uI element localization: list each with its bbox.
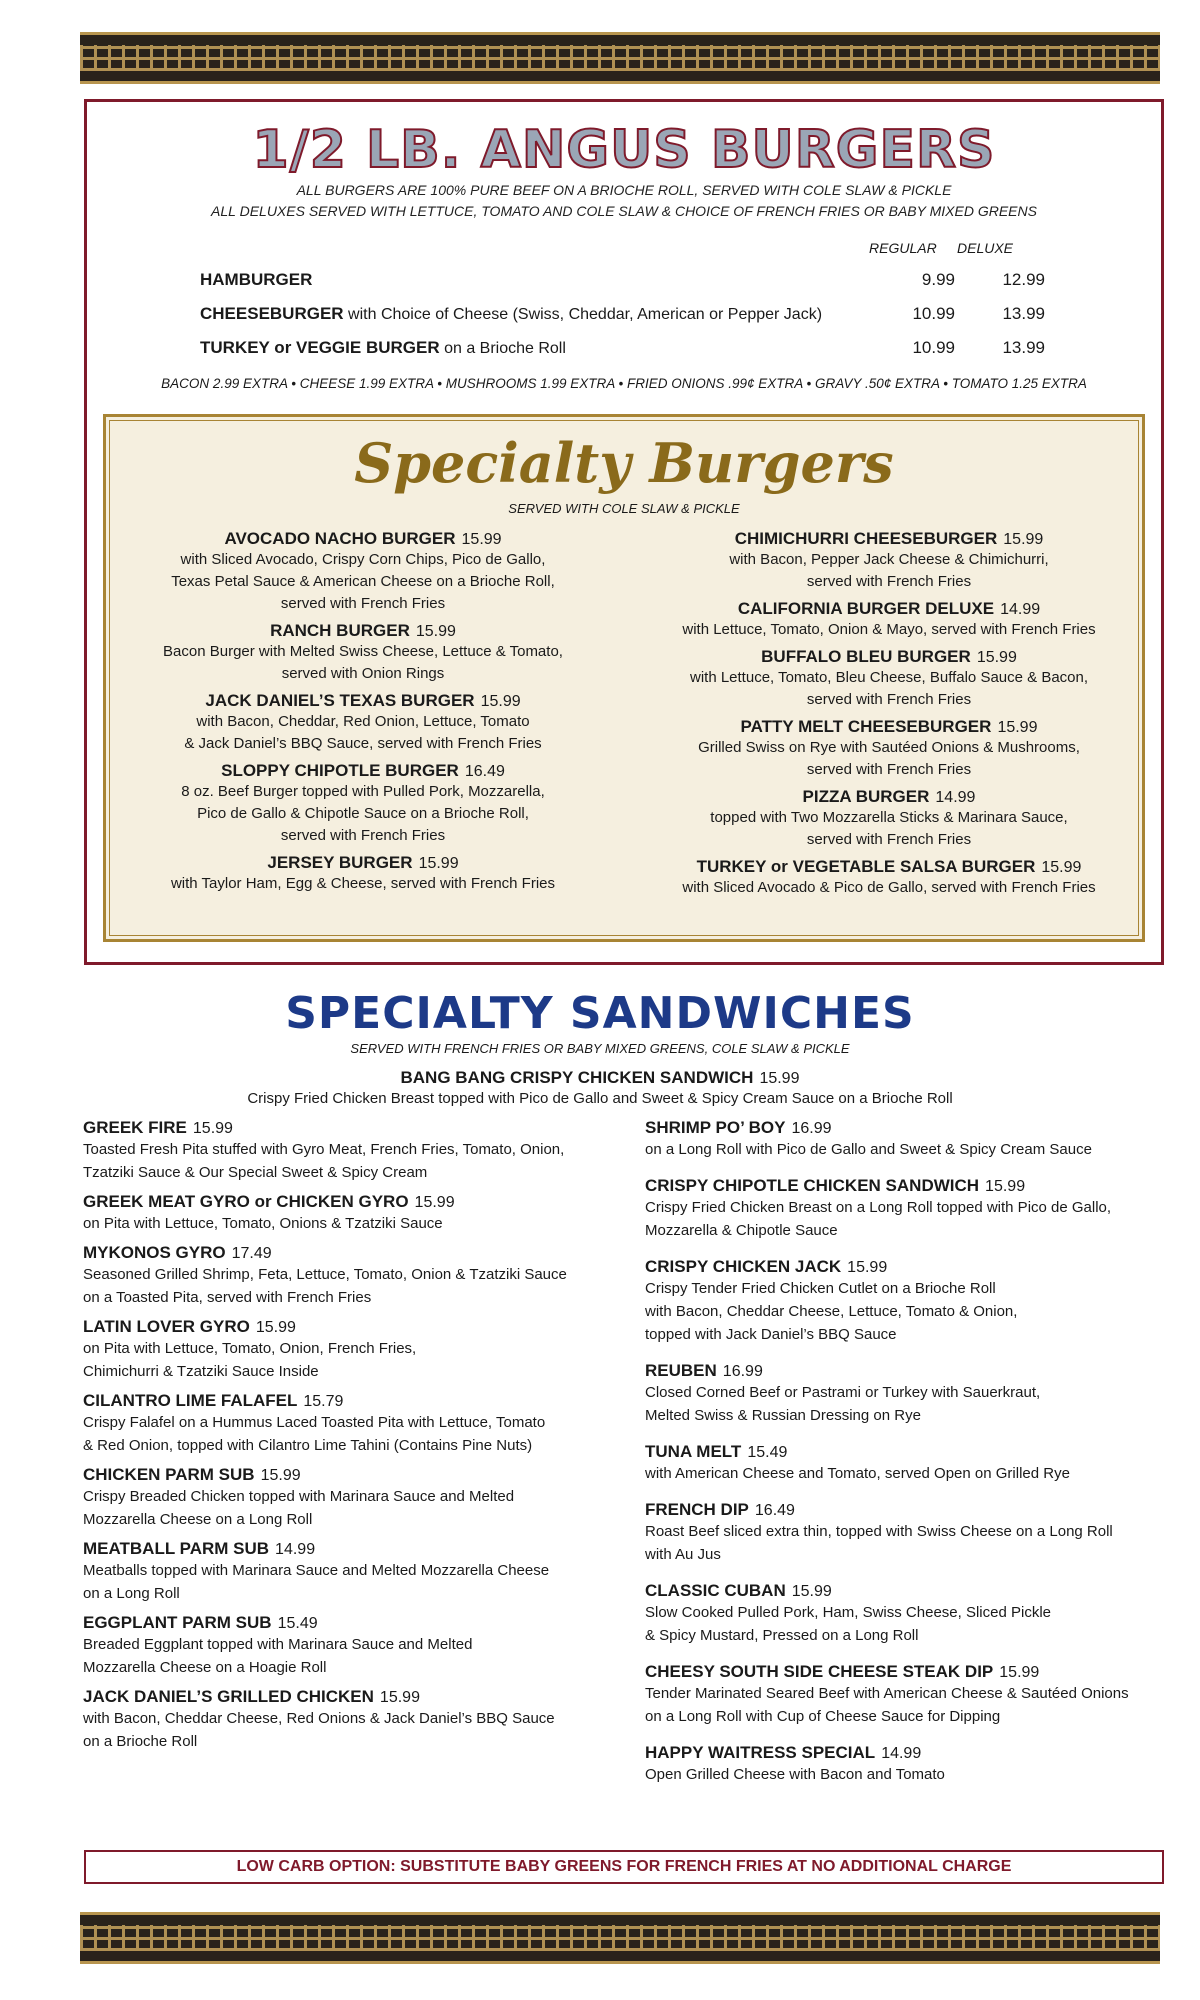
item-name: LATIN LOVER GYRO bbox=[83, 1317, 250, 1336]
specialty-sandwiches-subtitle: SERVED WITH FRENCH FRIES OR BABY MIXED GREENS, COLE SLAW & PICKLE bbox=[350, 1041, 850, 1056]
item-description: with Sliced Avocado & Pico de Gallo, served with French Fries bbox=[682, 879, 1096, 896]
item-price: 15.99 bbox=[379, 1689, 420, 1706]
item-name: CRISPY CHICKEN JACK bbox=[645, 1257, 842, 1276]
item-name: GREEK MEAT GYRO or CHICKEN GYRO bbox=[83, 1192, 409, 1211]
menu-item bbox=[83, 1192, 623, 1235]
item-name: CHICKEN PARM SUB bbox=[83, 1465, 255, 1484]
item-description: Breaded Eggplant topped with Marinara Sauce and Melted Mozzarella Cheese on a Hoagie Roll bbox=[83, 1636, 473, 1676]
item-description: with Bacon, Pepper Jack Cheese & Chimichurri, served with French Fries bbox=[729, 551, 1049, 590]
meander-pattern bbox=[80, 45, 1160, 71]
menu-item bbox=[654, 599, 1124, 641]
menu-item bbox=[654, 529, 1124, 593]
item-name: CHIMICHURRI CHEESEBURGER bbox=[734, 529, 998, 548]
item-price: 15.99 bbox=[985, 1178, 1026, 1195]
angus-burgers-section bbox=[84, 99, 1164, 965]
item-description: 8 oz. Beef Burger topped with Pulled Pork, Mozzarella, Pico de Gallo & Chipotle Sauce on a Brioche Roll, served with French Fries bbox=[181, 783, 545, 844]
item-name: AVOCADO NACHO BURGER bbox=[224, 529, 456, 548]
menu-item bbox=[83, 1687, 623, 1753]
item-price: 15.99 bbox=[255, 1319, 296, 1336]
item-description: Crispy Tender Fried Chicken Cutlet on a Brioche Roll with Bacon, Cheddar Cheese, Lettuce, Tomato & Onion, topped with Jack Daniel’s BBQ Sauce bbox=[645, 1280, 1018, 1343]
menu-item-row bbox=[200, 304, 1060, 330]
item-price: 15.99 bbox=[260, 1467, 301, 1484]
item-price: 14.99 bbox=[881, 1745, 922, 1762]
item-name: JACK DANIEL’S GRILLED CHICKEN bbox=[83, 1687, 374, 1706]
menu-item bbox=[128, 691, 598, 755]
item-price: 15.99 bbox=[414, 1194, 455, 1211]
item-description: Seasoned Grilled Shrimp, Feta, Lettuce, Tomato, Onion & Tzatziki Sauce on a Toasted Pita, served with French Fries bbox=[83, 1266, 567, 1306]
item-price: 15.79 bbox=[303, 1393, 344, 1410]
sandwiches-right-column bbox=[645, 1118, 1185, 1786]
top-decorative-border bbox=[80, 32, 1160, 84]
specialty-burgers-subtitle: SERVED WITH COLE SLAW & PICKLE bbox=[508, 501, 740, 516]
item-price: 15.99 bbox=[759, 1070, 800, 1087]
item-price: 15.99 bbox=[480, 693, 521, 710]
regular-price: 10.99 bbox=[912, 338, 955, 357]
menu-item bbox=[83, 1317, 623, 1383]
item-name: MEATBALL PARM SUB bbox=[83, 1539, 270, 1558]
menu-item bbox=[645, 1442, 1185, 1485]
item-description: with Bacon, Cheddar Cheese, Red Onions & Jack Daniel’s BBQ Sauce on a Brioche Roll bbox=[83, 1710, 555, 1750]
item-name: JACK DANIEL’S TEXAS BURGER bbox=[205, 691, 475, 710]
item-price: 16.99 bbox=[722, 1363, 763, 1380]
menu-item-row bbox=[200, 270, 1060, 296]
item-name: RANCH BURGER bbox=[270, 621, 410, 640]
item-description: Grilled Swiss on Rye with Sautéed Onions & Mushrooms, served with French Fries bbox=[698, 739, 1080, 778]
deluxe-price: 13.99 bbox=[1002, 338, 1045, 357]
menu-item bbox=[645, 1118, 1185, 1161]
menu-item bbox=[654, 717, 1124, 781]
item-name: BANG BANG CRISPY CHICKEN SANDWICH bbox=[400, 1068, 754, 1087]
item-description: with Sliced Avocado, Crispy Corn Chips, Pico de Gallo, Texas Petal Sauce & American Cheese on a Brioche Roll, served with French Fries bbox=[171, 551, 555, 612]
item-price: 15.99 bbox=[791, 1583, 832, 1600]
menu-item bbox=[83, 1539, 623, 1605]
item-description: Open Grilled Cheese with Bacon and Tomato bbox=[645, 1766, 945, 1783]
item-name: TURKEY or VEGETABLE SALSA BURGER bbox=[696, 857, 1036, 876]
regular-column-header: REGULAR bbox=[869, 240, 937, 256]
item-price: 16.99 bbox=[791, 1120, 832, 1137]
item-name: HAMBURGER bbox=[200, 270, 313, 289]
item-description: Meatballs topped with Marinara Sauce and Melted Mozzarella Cheese on a Long Roll bbox=[83, 1562, 550, 1602]
item-description: with Taylor Ham, Egg & Cheese, served with French Fries bbox=[170, 875, 556, 892]
item-description: on Pita with Lettuce, Tomato, Onion, French Fries, Chimichurri & Tzatziki Sauce Inside bbox=[83, 1340, 417, 1380]
item-name: GREEK FIRE bbox=[83, 1118, 187, 1137]
menu-item bbox=[654, 787, 1124, 851]
item-price: 15.99 bbox=[415, 623, 456, 640]
bottom-decorative-border bbox=[80, 1912, 1160, 1964]
menu-item bbox=[128, 761, 598, 847]
item-description: topped with Two Mozzarella Sticks & Marinara Sauce, served with French Fries bbox=[710, 809, 1068, 848]
item-name: TURKEY or VEGGIE BURGER bbox=[200, 338, 440, 357]
regular-price: 10.99 bbox=[912, 304, 955, 323]
menu-item bbox=[128, 529, 598, 615]
menu-item bbox=[654, 857, 1124, 899]
item-price: 15.99 bbox=[192, 1120, 233, 1137]
item-price: 17.49 bbox=[231, 1245, 272, 1262]
specialty-right-column bbox=[654, 529, 1124, 905]
item-name: HAPPY WAITRESS SPECIAL bbox=[645, 1743, 876, 1762]
item-price: 15.99 bbox=[997, 719, 1038, 736]
item-price: 14.99 bbox=[1000, 601, 1041, 618]
item-description: on a Brioche Roll bbox=[439, 340, 566, 357]
item-description: on Pita with Lettuce, Tomato, Onions & Tzatziki Sauce bbox=[83, 1215, 443, 1232]
item-price: 15.99 bbox=[418, 855, 459, 872]
item-description: with Choice of Cheese (Swiss, Cheddar, American or Pepper Jack) bbox=[343, 306, 823, 323]
item-price: 15.49 bbox=[747, 1444, 788, 1461]
low-carb-option-banner: LOW CARB OPTION: SUBSTITUTE BABY GREENS FOR FRENCH FRIES AT NO ADDITIONAL CHARGE bbox=[84, 1850, 1164, 1884]
regular-price: 9.99 bbox=[921, 270, 955, 289]
item-description: Closed Corned Beef or Pastrami or Turkey with Sauerkraut, Melted Swiss & Russian Dressing on Rye bbox=[645, 1384, 1041, 1424]
item-name: PATTY MELT CHEESEBURGER bbox=[740, 717, 992, 736]
menu-item bbox=[83, 1465, 623, 1531]
item-name: SHRIMP PO’ BOY bbox=[645, 1118, 786, 1137]
item-description: Slow Cooked Pulled Pork, Ham, Swiss Cheese, Sliced Pickle & Spicy Mustard, Pressed on a Long Roll bbox=[645, 1604, 1052, 1644]
menu-item bbox=[645, 1361, 1185, 1427]
specialty-burgers-title: Specialty Burgers bbox=[354, 431, 894, 495]
item-description: Crispy Falafel on a Hummus Laced Toasted Pita with Lettuce, Tomato & Red Onion, topped with Cilantro Lime Tahini (Contains Pine Nuts) bbox=[83, 1414, 546, 1454]
item-name: SLOPPY CHIPOTLE BURGER bbox=[221, 761, 459, 780]
item-price: 15.99 bbox=[1003, 531, 1044, 548]
item-description: Crispy Fried Chicken Breast on a Long Roll topped with Pico de Gallo, Mozzarella & Chipotle Sauce bbox=[645, 1199, 1112, 1239]
item-description: with Lettuce, Tomato, Bleu Cheese, Buffalo Sauce & Bacon, served with French Fries bbox=[689, 669, 1089, 708]
deluxe-column-header: DELUXE bbox=[957, 240, 1014, 256]
item-description: Tender Marinated Seared Beef with American Cheese & Sautéed Onions on a Long Roll with Cup of Cheese Sauce for Dipping bbox=[645, 1685, 1129, 1725]
item-price: 16.49 bbox=[754, 1502, 795, 1519]
item-price: 15.49 bbox=[277, 1615, 318, 1632]
item-price: 16.49 bbox=[464, 763, 505, 780]
specialty-sandwiches-title: SPECIALTY SANDWICHES bbox=[285, 988, 915, 1039]
menu-item bbox=[128, 621, 598, 685]
sandwiches-left-column bbox=[83, 1118, 623, 1753]
angus-note-2: ALL DELUXES SERVED WITH LETTUCE, TOMATO AND COLE SLAW & CHOICE OF FRENCH FRIES OR BABY MIXED GREENS bbox=[211, 203, 1037, 219]
item-name: MYKONOS GYRO bbox=[83, 1243, 226, 1262]
featured-sandwich bbox=[0, 1068, 1200, 1110]
item-name: CILANTRO LIME FALAFEL bbox=[83, 1391, 298, 1410]
item-name: CALIFORNIA BURGER DELUXE bbox=[737, 599, 995, 618]
menu-item bbox=[645, 1581, 1185, 1647]
extras-line: BACON 2.99 EXTRA • CHEESE 1.99 EXTRA • MUSHROOMS 1.99 EXTRA • FRIED ONIONS .99¢ EXTRA • GRAVY .50¢ EXTRA • TOMATO 1.25 EXTRA bbox=[161, 376, 1087, 391]
item-price: 14.99 bbox=[275, 1541, 316, 1558]
menu-item-row bbox=[200, 338, 1060, 364]
menu-item bbox=[654, 647, 1124, 711]
menu-item bbox=[645, 1743, 1185, 1786]
menu-item bbox=[83, 1243, 623, 1309]
item-description: Roast Beef sliced extra thin, topped with Swiss Cheese on a Long Roll with Au Jus bbox=[645, 1523, 1113, 1563]
item-description: Bacon Burger with Melted Swiss Cheese, Lettuce & Tomato, served with Onion Rings bbox=[163, 643, 563, 682]
item-name: EGGPLANT PARM SUB bbox=[83, 1613, 272, 1632]
menu-item bbox=[83, 1118, 623, 1184]
angus-burgers-title: 1/2 LB. ANGUS BURGERS bbox=[252, 120, 996, 180]
item-name: FRENCH DIP bbox=[645, 1500, 749, 1519]
item-description: with Lettuce, Tomato, Onion & Mayo, served with French Fries bbox=[682, 621, 1096, 638]
item-name: CLASSIC CUBAN bbox=[645, 1581, 786, 1600]
item-price: 15.99 bbox=[847, 1259, 888, 1276]
item-description: Crispy Fried Chicken Breast topped with Pico de Gallo and Sweet & Spicy Cream Sauce on a Brioche Roll bbox=[247, 1090, 953, 1107]
item-description: Toasted Fresh Pita stuffed with Gyro Meat, French Fries, Tomato, Onion, Tzatziki Sauce & Our Special Sweet & Spicy Cream bbox=[83, 1141, 565, 1181]
item-name: JERSEY BURGER bbox=[267, 853, 413, 872]
deluxe-price: 12.99 bbox=[1002, 270, 1045, 289]
item-price: 15.99 bbox=[1041, 859, 1082, 876]
item-name: REUBEN bbox=[645, 1361, 717, 1380]
item-price: 15.99 bbox=[999, 1664, 1040, 1681]
menu-item bbox=[645, 1500, 1185, 1566]
item-name: TUNA MELT bbox=[645, 1442, 742, 1461]
item-name: CHEESY SOUTH SIDE CHEESE STEAK DIP bbox=[645, 1662, 994, 1681]
item-price: 14.99 bbox=[935, 789, 976, 806]
item-price: 15.99 bbox=[461, 531, 502, 548]
specialty-burgers-section bbox=[103, 414, 1145, 942]
item-description: Crispy Breaded Chicken topped with Marinara Sauce and Melted Mozzarella Cheese on a Long Roll bbox=[83, 1488, 515, 1528]
menu-item bbox=[645, 1662, 1185, 1728]
item-name: PIZZA BURGER bbox=[802, 787, 930, 806]
menu-item bbox=[83, 1613, 623, 1679]
menu-item bbox=[83, 1391, 623, 1457]
item-description: on a Long Roll with Pico de Gallo and Sweet & Spicy Cream Sauce bbox=[645, 1141, 1092, 1158]
item-name: CRISPY CHIPOTLE CHICKEN SANDWICH bbox=[645, 1176, 980, 1195]
angus-note-1: ALL BURGERS ARE 100% PURE BEEF ON A BRIOCHE ROLL, SERVED WITH COLE SLAW & PICKLE bbox=[296, 182, 952, 198]
item-name: CHEESEBURGER bbox=[200, 304, 344, 323]
item-name: BUFFALO BLEU BURGER bbox=[761, 647, 971, 666]
meander-pattern bbox=[80, 1925, 1160, 1951]
item-price: 15.99 bbox=[976, 649, 1017, 666]
menu-item bbox=[645, 1176, 1185, 1242]
menu-item bbox=[645, 1257, 1185, 1346]
specialty-left-column bbox=[128, 529, 598, 901]
menu-item bbox=[128, 853, 598, 895]
deluxe-price: 13.99 bbox=[1002, 304, 1045, 323]
item-description: with Bacon, Cheddar, Red Onion, Lettuce, Tomato & Jack Daniel’s BBQ Sauce, served with French Fries bbox=[184, 713, 542, 752]
item-description: with American Cheese and Tomato, served Open on Grilled Rye bbox=[645, 1465, 1070, 1482]
